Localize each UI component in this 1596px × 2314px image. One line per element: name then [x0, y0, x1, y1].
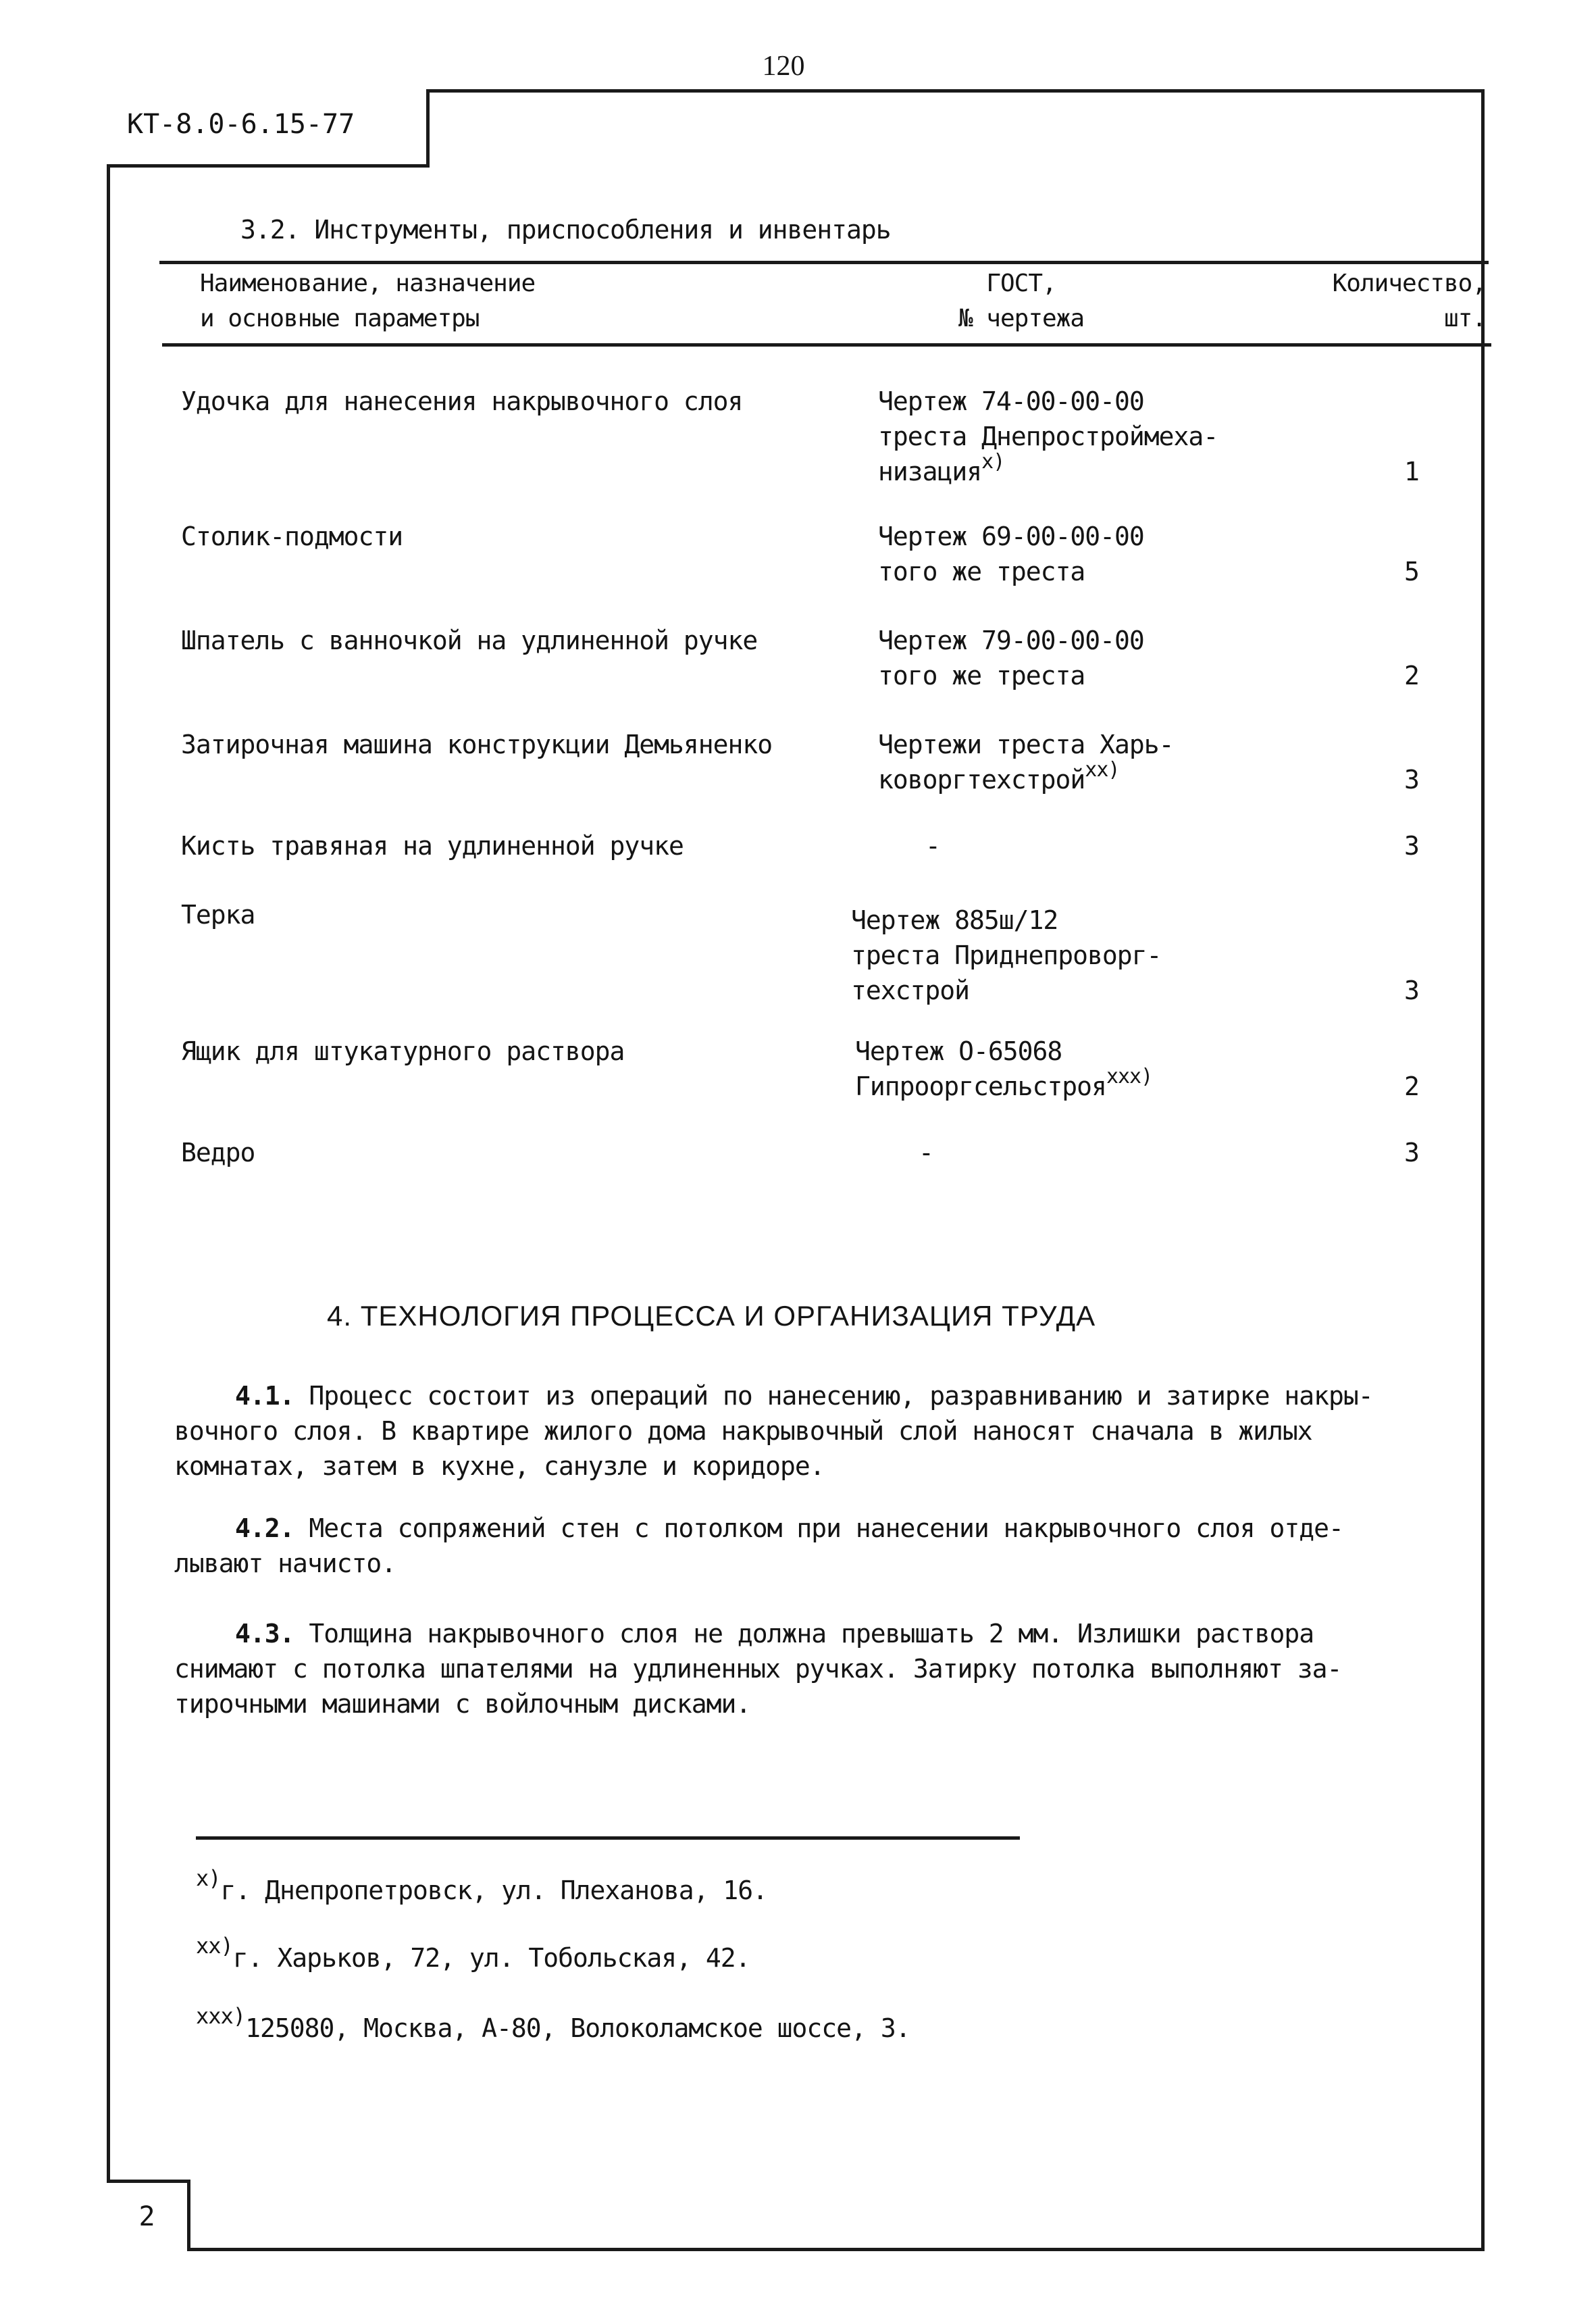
header-qty-line1: Количество, [1332, 270, 1486, 297]
row-name: Терка [181, 900, 255, 930]
row-gost-line: Чертеж 79-00-00-00 [878, 626, 1144, 655]
header-qty-line2: шт. [1443, 305, 1486, 332]
paragraph-number: 4.3. [235, 1619, 294, 1649]
footnote-ref: х) [981, 450, 1005, 474]
page-number: 120 [762, 51, 805, 82]
row-quantity: 3 [1404, 765, 1419, 795]
paragraph-line [174, 1616, 1458, 1651]
paragraph-number: 4.1. [235, 1381, 294, 1411]
chapter-title: 4. ТЕХНОЛОГИЯ ПРОЦЕССА И ОРГАНИЗАЦИЯ ТРУДА [327, 1300, 1096, 1332]
header-name-line2: и основные параметры [200, 305, 480, 332]
sheet-number-stamp: 2 [107, 2180, 190, 2251]
row-quantity: 3 [1404, 1138, 1419, 1167]
row-gost-text: низация [878, 457, 982, 486]
footnote [196, 1865, 768, 1905]
footnote-mark: ххх) [196, 2003, 246, 2029]
paragraph-line: снимают с потолка шпателями на удлиненных ручках. Затирку потолка выполняют за- [174, 1654, 1342, 1684]
paragraph-line: лывают начисто. [174, 1549, 396, 1578]
row-quantity: 2 [1404, 1072, 1419, 1101]
row-gost-text: треста Днепростроймеха- [878, 422, 1218, 451]
row-gost [878, 384, 1310, 492]
row-gost-line: Чертежи треста Харь- [878, 730, 1174, 759]
paragraph [174, 1511, 1458, 1581]
header-name-line1: Наименование, назначение [200, 270, 536, 297]
row-quantity: 5 [1404, 557, 1419, 586]
footnote-separator [196, 1836, 1020, 1840]
row-gost-text: коворгтехстрой [878, 765, 1085, 795]
section-title: 3.2. Инструменты, приспособления и инвентарь [240, 215, 891, 245]
footnote-text: 125080, Москва, А-80, Волоколамское шоссе, 3. [245, 2013, 910, 2043]
footnote-text: г. Днепропетровск, ул. Плеханова, 16. [220, 1876, 768, 1905]
footnote-ref: ххх) [1106, 1065, 1153, 1088]
header-quantity [1270, 266, 1486, 336]
footnote [196, 1933, 750, 1973]
row-name: Затирочная машина конструкции Демьяненко [181, 730, 773, 759]
paragraph [174, 1378, 1458, 1484]
paragraph-line [174, 1511, 1458, 1546]
header-name [200, 266, 535, 336]
row-gost-line: Чертеж 74-00-00-00 [878, 386, 1144, 416]
row-gost-line: Чертеж 885ш/12 [851, 905, 1058, 935]
row-name: Столик-подмости [181, 522, 403, 551]
paragraph-line: тирочными машинами с войлочным дисками. [174, 1689, 751, 1719]
row-gost-text: Гипрооргсельстроя [855, 1072, 1106, 1101]
footnote-mark: хх) [196, 1933, 233, 1959]
paragraph-line: комнатах, затем в кухне, санузле и коридоре. [174, 1451, 825, 1481]
paragraph-number: 4.2. [235, 1513, 294, 1543]
paragraph [174, 1616, 1458, 1721]
paragraph-line [174, 1378, 1458, 1413]
header-gost-line2: № чертежа [958, 305, 1085, 332]
row-gost [878, 519, 1310, 589]
row-quantity: 3 [1404, 976, 1419, 1005]
row-quantity: 2 [1404, 661, 1419, 690]
footnote-mark: х) [196, 1865, 221, 1891]
row-gost-line: Чертеж 69-00-00-00 [878, 522, 1144, 551]
row-gost-line: треста Приднепроворг- [851, 940, 1162, 970]
footnote-text: г. Харьков, 72, ул. Тобольская, 42. [232, 1943, 750, 1973]
row-gost-line [878, 419, 1310, 454]
row-name: Ведро [181, 1138, 255, 1167]
row-gost-line [855, 1065, 1287, 1107]
row-gost-line [878, 450, 1310, 492]
row-gost-line: того же треста [878, 661, 1085, 690]
row-gost [878, 623, 1310, 693]
table-top-rule [159, 261, 1489, 264]
row-gost: - [925, 831, 940, 861]
paragraph-text: Процесс состоит из операций по нанесению, разравниванию и затирке накры- [309, 1381, 1373, 1411]
row-gost [878, 727, 1310, 800]
footnote [196, 2003, 910, 2043]
row-name: Ящик для штукатурного раствора [181, 1036, 625, 1066]
row-gost-line [878, 758, 1310, 800]
header-gost-line1: ГОСТ, [986, 270, 1056, 297]
paragraph-text: Места сопряжений стен с потолком при нанесении накрывочного слоя отде- [309, 1513, 1343, 1543]
header-gost [920, 266, 1123, 336]
row-gost-line: Чертеж О-65068 [855, 1036, 1062, 1066]
row-gost-line: того же треста [878, 557, 1085, 586]
table-header-rule [162, 343, 1491, 347]
row-name: Кисть травяная на удлиненной ручке [181, 831, 684, 861]
row-quantity: 3 [1404, 831, 1419, 861]
row-quantity: 1 [1404, 457, 1419, 486]
paragraph-text: Толщина накрывочного слоя не должна превышать 2 мм. Излишки раствора [309, 1619, 1314, 1649]
row-name: Удочка для нанесения накрывочного слоя [181, 386, 743, 416]
row-gost: - [919, 1138, 933, 1167]
row-gost [851, 903, 1283, 1008]
row-gost [855, 1034, 1287, 1107]
footnote-ref: хх) [1085, 758, 1120, 782]
row-gost-line: техстрой [851, 976, 970, 1005]
document-code-stamp: КТ-8.0-6.15-77 [107, 89, 430, 168]
paragraph-line: вочного слоя. В квартире жилого дома накрывочный слой наносят сначала в жилых [174, 1416, 1312, 1446]
row-name: Шпатель с ванночкой на удлиненной ручке [181, 626, 758, 655]
